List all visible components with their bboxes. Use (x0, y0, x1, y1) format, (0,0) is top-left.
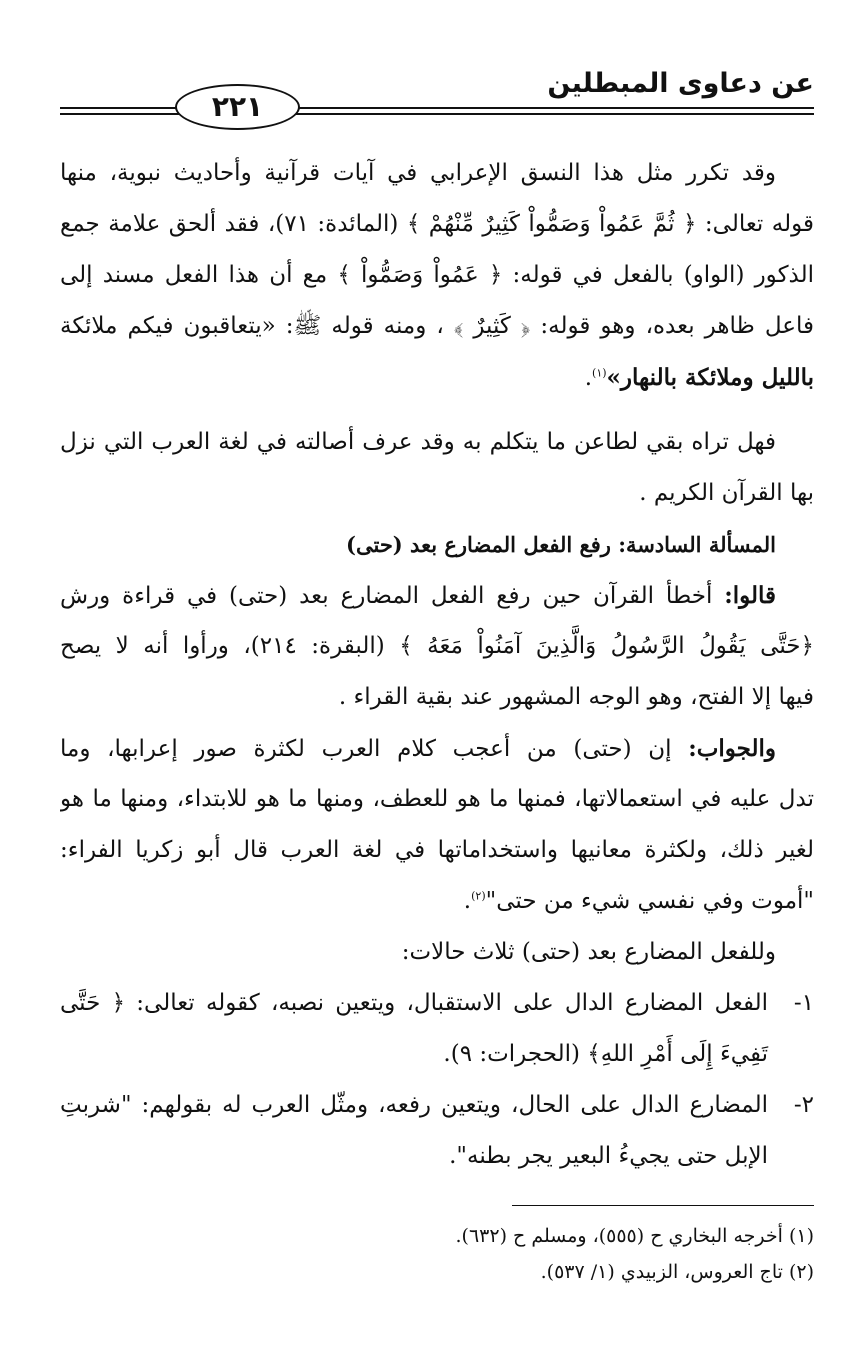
p1-line-3: الذكور (الواو) بالفعل في قوله: ﴿ عَمُواْ وَصَمُّواْ ﴾ مع أن هذا الفعل مسند إلى (60, 262, 814, 288)
page-number-badge: ٢٢١ (175, 84, 300, 130)
list-item-1 (60, 978, 814, 1080)
p3-line-1-text: أخطأ القرآن حين رفع الفعل المضارع بعد (حتى) في قراءة ورش (60, 583, 713, 609)
p4-line-1 (60, 723, 814, 774)
farra-quote: "أموت وفي نفسي شيء من حتى" (485, 888, 814, 914)
hadith-end: بالليل وملائكة بالنهار» (606, 364, 814, 391)
list-item-2-line-2: الإبل حتى يجيءُ البعير يجر بطنه". (449, 1143, 768, 1169)
list-item-1-line-1: الفعل المضارع الدال على الاستقبال، ويتعين نصبه، كقوله تعالى: ﴿ حَتَّى (60, 990, 768, 1016)
page-header (60, 62, 814, 132)
list-item-2 (60, 1080, 814, 1182)
book-page (60, 0, 814, 1360)
header-rule-top (60, 107, 814, 109)
p4-line-2: تدل عليه في استعمالاتها، فمنها ما هو للعطف، ومنها ما هو للابتداء، ومنها ما هو (60, 786, 814, 812)
p3-line-3: فيها إلا الفتح، وهو الوجه المشهور عند بقية القراء . (338, 684, 814, 710)
p1-line-4: فاعل ظاهر بعده، وهو قوله: ﴿ كَثِيرٌ ﴾ ، ومنه قوله ﷺ: «يتعاقبون فيكم ملائكة (60, 313, 814, 339)
p1-period: . (584, 365, 593, 391)
running-title: عن دعاوى المبطلين (547, 68, 814, 99)
page-body (60, 148, 814, 1182)
p4-line-4 (60, 876, 814, 927)
footnote-separator (512, 1205, 814, 1206)
qalu-label: قالوا: (724, 582, 776, 609)
list-item-2-line-1: المضارع الدال على الحال، ويتعين رفعه، ومثّل العرب له بقولهم: "شربتِ (60, 1092, 768, 1118)
p5-line: وللفعل المضارع بعد (حتى) ثلاث حالات: (401, 939, 776, 965)
p4-line-3: لغير ذلك، ولكثرة معانيها واستخداماتها في لغة العرب قال أبو زكريا الفراء: (60, 837, 814, 863)
footnote-2: (٢) تاج العروس، الزبيدي (١/ ٥٣٧). (540, 1261, 814, 1283)
header-rule-bottom (60, 113, 814, 115)
p1-line-5 (60, 352, 814, 403)
answer-label: والجواب: (688, 735, 777, 762)
footnote-mark-2: (٢) (471, 889, 486, 903)
p3-line-2: ﴿حَتَّى يَقُولُ الرَّسُولُ وَالَّذِينَ آمَنُواْ مَعَهُ ﴾ (البقرة: ٢١٤)، ورأوا أنه لا يصح (60, 633, 814, 659)
p1-line-2: قوله تعالى: ﴿ ثُمَّ عَمُواْ وَصَمُّواْ كَثِيرٌ مِّنْهُمْ ﴾ (المائدة: ٧١)، فقد ألحق علامة جمع (60, 211, 814, 237)
footnote-mark-1: (١) (592, 366, 607, 380)
footnotes (60, 1218, 814, 1290)
list-item-1-number: ١- (793, 990, 814, 1016)
list-item-2-number: ٢- (793, 1092, 814, 1118)
p2-line-1: فهل تراه بقي لطاعن ما يتكلم به وقد عرف أصالته في لغة العرب التي نزل (60, 429, 776, 455)
p2-line-2: بها القرآن الكريم . (639, 480, 814, 506)
list-item-1-line-2: تَفِيءَ إِلَى أَمْرِ اللهِ﴾ (الحجرات: ٩). (443, 1041, 768, 1067)
p4-period: . (463, 888, 472, 914)
p4-line-1-text: إن (حتى) من أعجب كلام العرب لكثرة صور إعرابها، وما (60, 736, 672, 762)
p3-line-1 (60, 570, 814, 621)
footnote-1: (١) أخرجه البخاري ح (٥٥٥)، ومسلم ح (٦٣٢). (455, 1225, 814, 1247)
p1-line-1: وقد تكرر مثل هذا النسق الإعرابي في آيات قرآنية وأحاديث نبوية، منها (60, 160, 776, 186)
section-heading: المسألة السادسة: رفع الفعل المضارع بعد (حتى) (346, 532, 776, 557)
